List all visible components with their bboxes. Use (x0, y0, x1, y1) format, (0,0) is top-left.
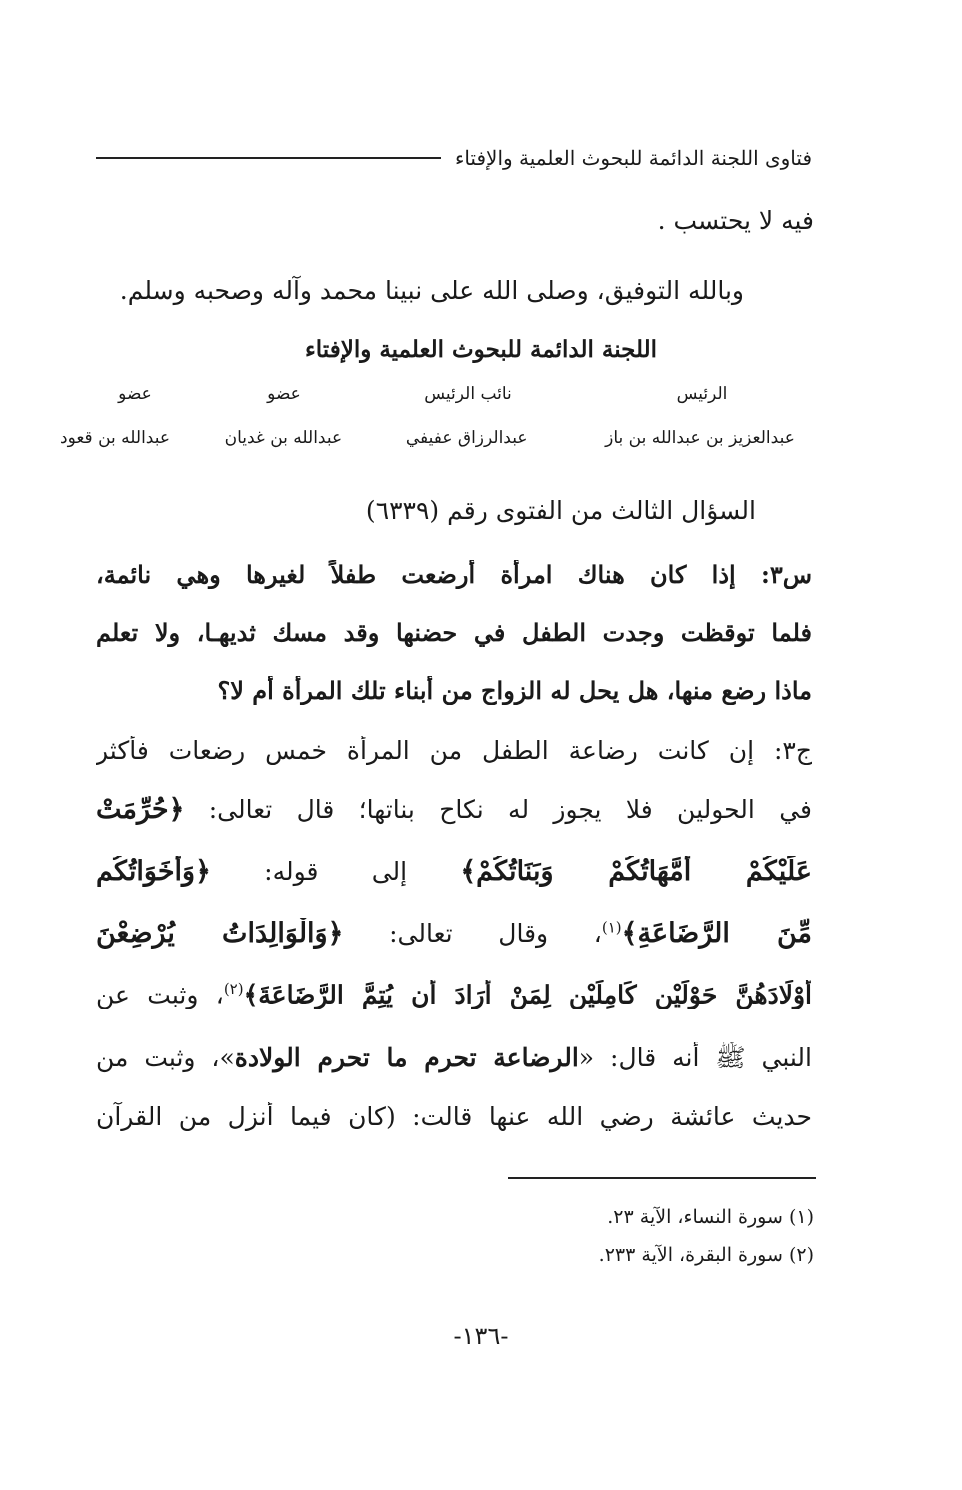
answer-text: النبي ﷺ أنه قال: « (578, 1043, 812, 1072)
running-header (96, 140, 812, 176)
quran-verse: أَوْلَادَهُنَّ حَوْلَيْنِ كَامِلَيْنِ لِمَنْ أَرَادَ أَن يُتِمَّ الرَّضَاعَةَ﴾ (243, 980, 812, 1010)
signatory-roles (100, 384, 812, 404)
committee-name: اللجنة الدائمة للبحوث العلمية والإفتاء (304, 336, 658, 363)
question-line-3: ماذا رضع منها، هل يحل له الزواج من أبناء تلك المرأة أم لا؟ (217, 676, 812, 705)
role-vice-president: نائب الرئيس (424, 384, 512, 404)
answer-line-7: حديث عائشة رضي الله عنها قالت: (كان فيما أنزل من القرآن (96, 1102, 812, 1131)
quran-verse: ﴿وَأَخَوَاتُكُم (96, 856, 211, 887)
previous-text-line: فيه لا يحتسب . (657, 206, 814, 235)
quran-verse: عَلَيْكُمْ أُمَّهَاتُكُمْ وَبَنَاتُكُمْ﴾ (460, 856, 812, 887)
role-member-2: عضو (267, 384, 301, 404)
answer-text: »، وثبت من (96, 1043, 235, 1072)
name-member-2: عبدالله بن غديان (224, 428, 343, 448)
answer-line-2 (96, 794, 812, 825)
header-rule (96, 157, 441, 159)
footnote-rule (508, 1177, 816, 1179)
closing-prayer: وبالله التوفيق، وصلى الله على نبينا محمد وآله وصحبه وسلم. (119, 276, 744, 305)
signatory-names (60, 428, 810, 448)
quran-verse: ﴿حُرِّمَتْ (96, 794, 185, 825)
name-vice-president: عبدالرزاق عفيفي (405, 428, 528, 448)
answer-text: ، وقال تعالى: (389, 919, 602, 948)
hadith-quote: الرضاعة تحرم ما تحرم الولادة (234, 1043, 579, 1072)
page-number: -١٣٦- (453, 1322, 509, 1350)
footnote-marker-2: (٢) (223, 980, 244, 998)
name-member-1: عبدالله بن قعود (60, 428, 171, 448)
running-header-title: فتاوى اللجنة الدائمة للبحوث العلمية والإفتاء (454, 146, 812, 170)
answer-text: في الحولين فلا يجوز له نكاح بناتها؛ قال تعالى: (208, 795, 812, 824)
role-member-1: عضو (118, 384, 152, 404)
footnote-2: (٢) سورة البقرة، الآية ٢٣٣. (598, 1244, 814, 1266)
answer-line-3 (96, 856, 812, 887)
quran-verse: ﴿وَالْوَالِدَاتُ يُرْضِعْنَ (96, 918, 344, 949)
footnote-marker-1: (١) (601, 918, 622, 937)
role-president: الرئيس (676, 384, 728, 404)
answer-text: ، وثبت عن (96, 980, 224, 1010)
answer-text: إلى قوله: (264, 857, 408, 886)
answer-line-4 (96, 918, 812, 949)
footnote-1: (١) سورة النساء، الآية ٢٣. (607, 1206, 814, 1228)
name-president: عبدالعزيز بن عبدالله بن باز (605, 428, 795, 448)
fatwa-heading: السؤال الثالث من الفتوى رقم (٦٣٣٩) (365, 496, 756, 525)
quran-verse: مِّنَ الرَّضَاعَةِ﴾ (621, 918, 812, 949)
question-line-2: فلما توقظت وجدت الطفل في حضنها وقد مسك ثديهـا، ولا تعلم (96, 618, 812, 647)
question-line-1: س٣: إذا كان هناك امرأة أرضعت طفلاً لغيرها وهي نائمة، (96, 560, 812, 589)
answer-line-5 (96, 980, 812, 1009)
answer-line-6 (96, 1042, 812, 1079)
answer-line-1: ج٣: إن كانت رضاعة الطفل من المرأة خمس رضعات فأكثر (96, 736, 812, 765)
